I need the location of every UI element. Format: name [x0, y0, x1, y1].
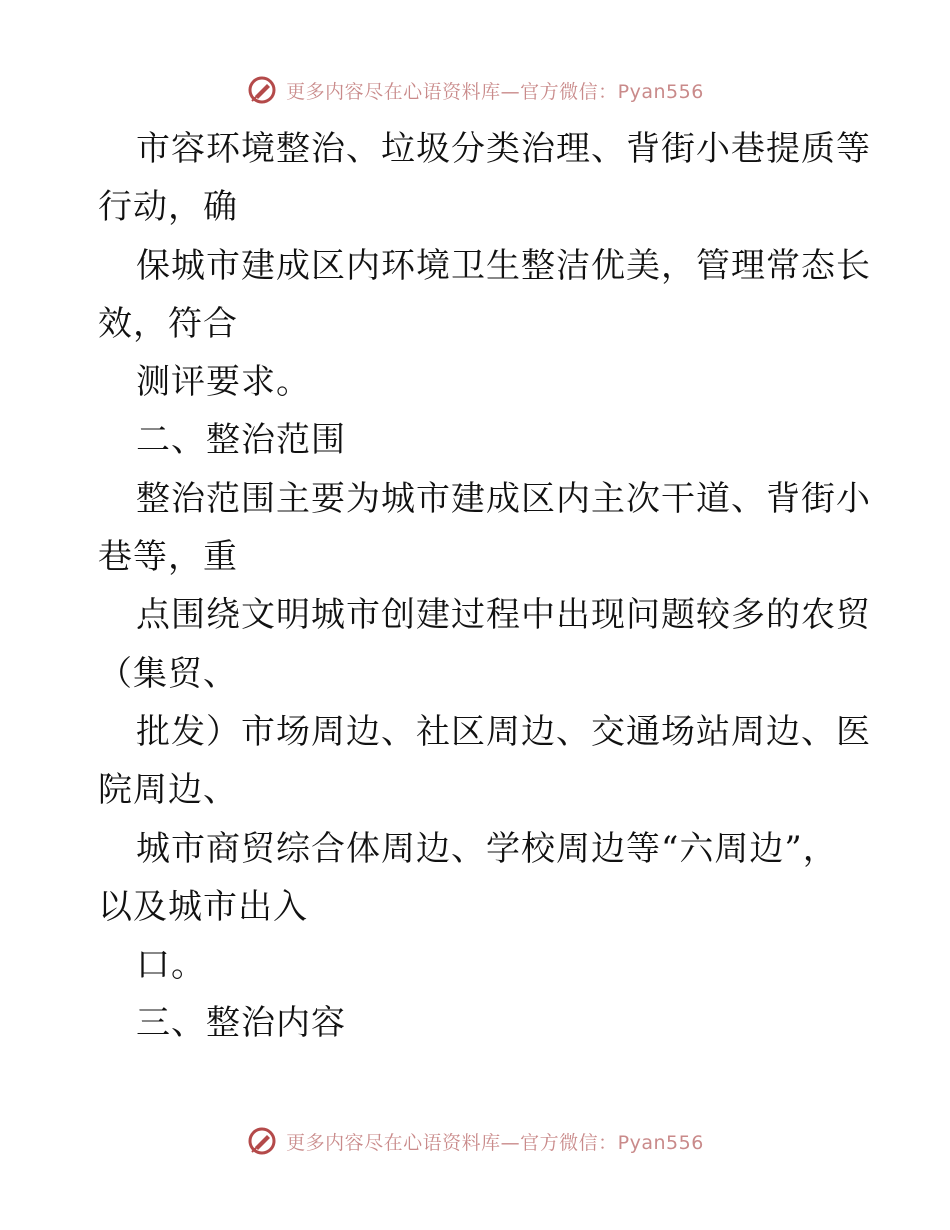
logo-icon [246, 74, 278, 106]
paragraph-line: 批发）市场周边、社区周边、交通场站周边、医 [136, 711, 871, 752]
paragraph-line: 整治范围主要为城市建成区内主次干道、背街小 [136, 478, 871, 519]
paragraph-line: 效，符合 [98, 303, 238, 344]
watermark-text: 更多内容尽在心语资料库—官方微信：Pyan556 [286, 1131, 704, 1154]
paragraph-line: 院周边、 [98, 770, 238, 811]
footer-watermark [0, 1124, 950, 1158]
paragraph-line: 城市商贸综合体周边、学校周边等“六周边”， [136, 828, 838, 869]
paragraph-line: 口。 [136, 945, 206, 986]
paragraph-line: 以及城市出入 [98, 886, 308, 927]
paragraph-line: （集贸、 [98, 653, 238, 694]
section-heading: 三、整治内容 [136, 1003, 346, 1044]
logo-icon [246, 1125, 278, 1157]
paragraph-line: 巷等，重 [98, 537, 238, 578]
paragraph-line: 行动，确 [98, 187, 238, 228]
section-heading: 二、整治范围 [136, 420, 346, 461]
header-watermark [0, 73, 950, 107]
paragraph-line: 测评要求。 [136, 362, 311, 403]
watermark-text: 更多内容尽在心语资料库—官方微信：Pyan556 [286, 80, 704, 103]
paragraph-line: 保城市建成区内环境卫生整洁优美，管理常态长 [136, 245, 871, 286]
paragraph-line: 市容环境整治、垃圾分类治理、背街小巷提质等 [136, 129, 871, 169]
document-body [98, 120, 871, 1053]
paragraph-line: 点围绕文明城市创建过程中出现问题较多的农贸 [136, 595, 871, 636]
